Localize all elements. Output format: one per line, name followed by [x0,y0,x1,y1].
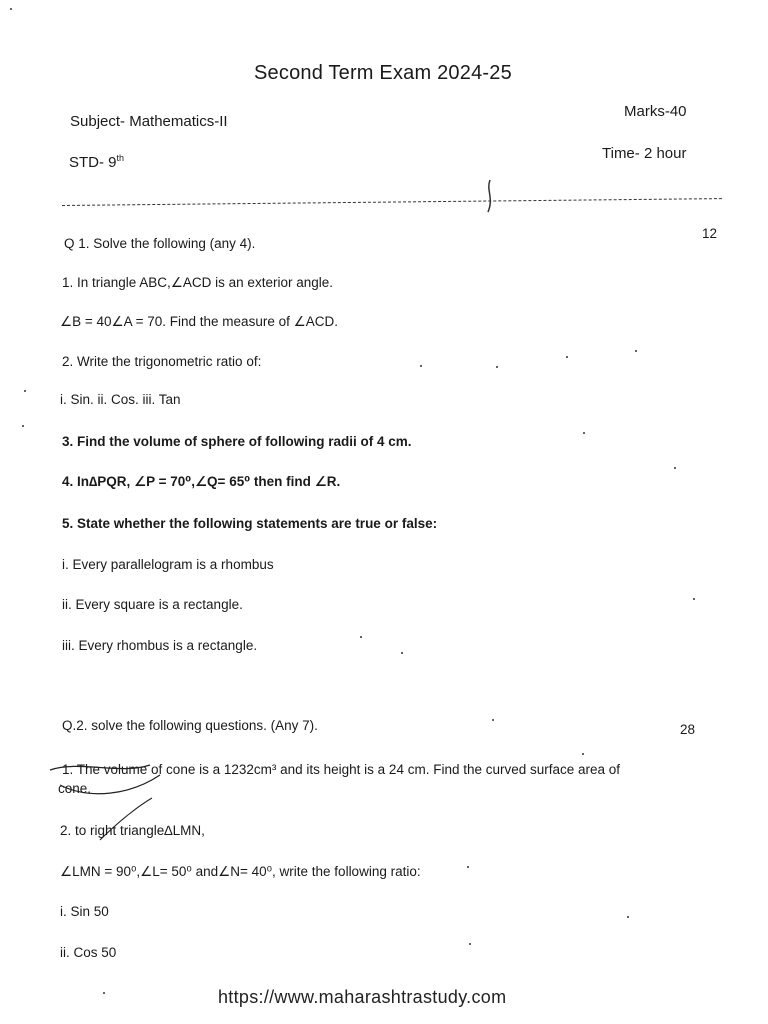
scan-speck [467,866,469,868]
website-footer: https://www.maharashtrastudy.com [218,987,507,1007]
subject-label: Subject- Mathematics-II [70,113,228,130]
q2-item-2-angles: ∠LMN = 90⁰,∠L= 50⁰ and∠N= 40⁰, write the following ratio: [60,864,421,879]
time-label: Time- 2 hour [602,145,687,162]
scan-speck [420,365,422,367]
scan-speck [469,943,471,945]
q2-marks: 28 [680,722,696,737]
scan-speck [583,432,585,434]
marks-label: Marks-40 [624,103,687,120]
q2-heading: Q.2. solve the following questions. (Any 7). [62,718,318,733]
scan-speck [103,992,105,994]
q1-item-5-i: i. Every parallelogram is a rhombus [62,557,274,572]
q1-heading: Q 1. Solve the following (any 4). [64,236,256,251]
q1-marks: 12 [702,226,718,241]
scan-speck [582,753,584,755]
q2-item-1: 1. The volume of cone is a 1232cm³ and its height is a 24 cm. Find the curved surface area of [62,762,621,777]
scan-speck [674,467,676,469]
std-superscript: th [116,153,125,163]
scan-speck [492,719,494,721]
q1-item-5-iii: iii. Every rhombus is a rectangle. [62,638,258,653]
scan-speck [566,356,568,358]
q1-item-1: 1. In triangle ABC,∠ACD is an exterior angle. [62,275,333,290]
scan-speck [496,366,498,368]
scan-speck [22,425,24,427]
std-text: STD- 9 [69,154,117,171]
q1-item-5: 5. State whether the following statements are true or false: [62,516,438,531]
scan-speck [401,652,403,654]
q2-item-2: 2. to right triangle∆LMN, [60,823,205,838]
scan-speck [627,916,629,918]
q1-item-2: 2. Write the trigonometric ratio of: [62,354,262,369]
q2-item-2-ii: ii. Cos 50 [60,945,117,960]
exam-title: Second Term Exam 2024-25 [254,62,512,84]
q2-item-1-continued: cone. [58,781,92,796]
q1-item-5-ii: ii. Every square is a rectangle. [62,597,243,612]
q1-item-1-detail: ∠B = 40∠A = 70. Find the measure of ∠ACD. [60,314,338,329]
q2-item-2-i: i. Sin 50 [60,904,109,919]
scan-speck [24,390,26,392]
scan-speck [360,636,362,638]
q1-item-3: 3. Find the volume of sphere of following radii of 4 cm. [62,434,412,449]
q1-item-2-options: i. Sin. ii. Cos. iii. Tan [60,392,181,407]
scan-speck [10,8,12,10]
q1-item-4: 4. In∆PQR, ∠P = 70⁰,∠Q= 65⁰ then find ∠R. [62,474,341,489]
scan-speck [693,598,695,600]
scan-speck [635,350,637,352]
